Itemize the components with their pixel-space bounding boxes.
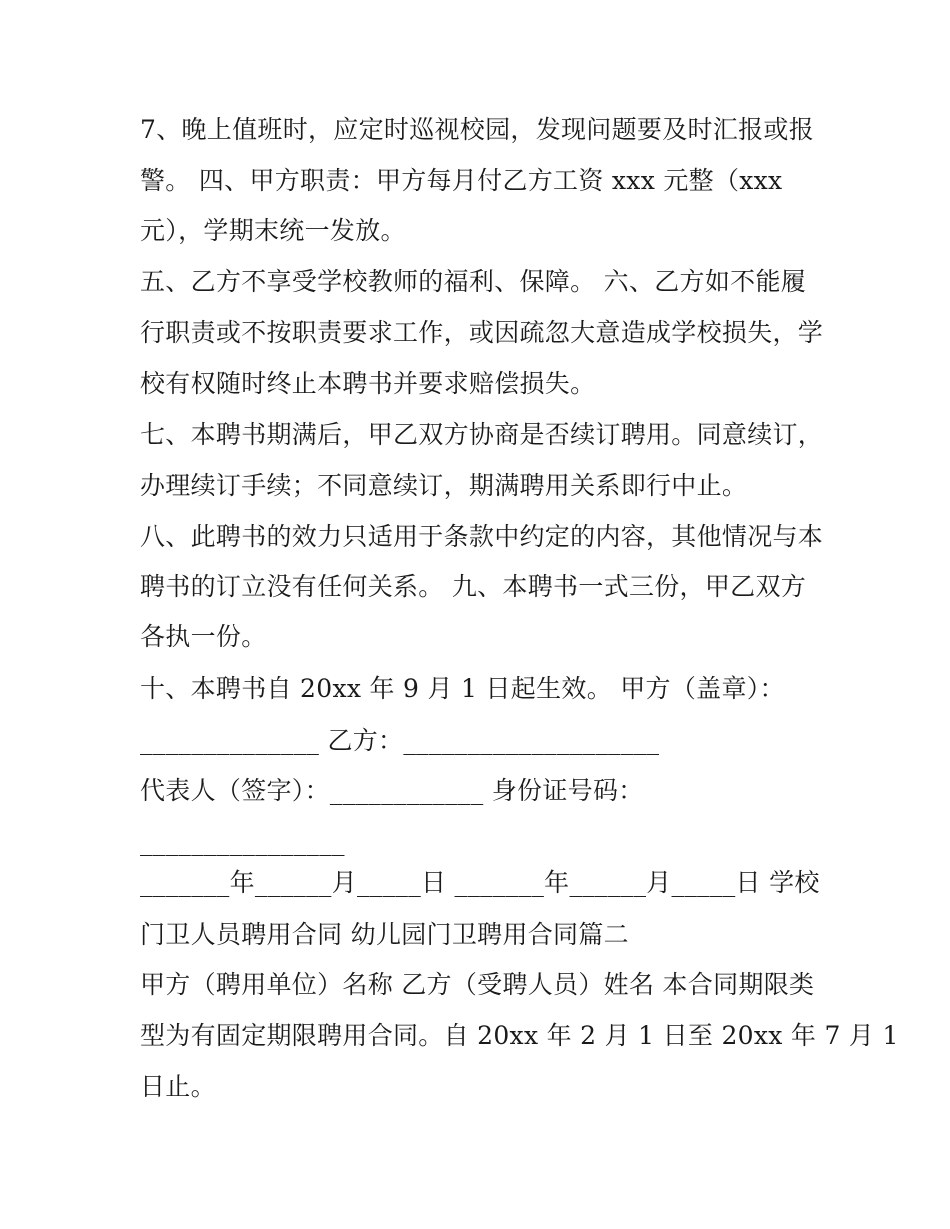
text-line: 型为有固定期限聘用合同。自 20xx 年 2 月 1 日至 20xx 年 7 月 1 xyxy=(140,1021,899,1050)
text-line: 甲方（聘用单位）名称 乙方（受聘人员）姓名 本合同期限类 xyxy=(140,970,815,999)
signature-line: 代表人（签字）：____________ 身份证号码： xyxy=(140,776,644,805)
text-line: 办理续订手续；不同意续订，期满聘用关系即行中止。 xyxy=(140,471,748,500)
text-line: 元），学期末统一发放。 xyxy=(140,216,406,245)
text-line: 日止。 xyxy=(140,1072,216,1101)
text-line: 校有权随时终止本聘书并要求赔偿损失。 xyxy=(140,369,596,398)
text-line: 五、乙方不享受学校教师的福利、保障。 六、乙方如不能履 xyxy=(140,267,807,296)
section-heading: 门卫人员聘用合同 幼儿园门卫聘用合同篇二 xyxy=(140,920,629,949)
signature-line: ______________ 乙方：____________________ xyxy=(140,726,660,755)
text-line: 各执一份。 xyxy=(140,622,267,651)
text-line: 7、晚上值班时，应定时巡视校园，发现问题要及时汇报或报 xyxy=(140,115,815,144)
date-line: _______年______月_____日 _______年______月_____日 学校 xyxy=(140,868,820,897)
text-line: 聘书的订立没有任何关系。 九、本聘书一式三份，甲乙双方 xyxy=(140,572,807,601)
text-line: 十、本聘书自 20xx 年 9 月 1 日起生效。 甲方（盖章）： xyxy=(140,674,785,703)
text-line: 七、本聘书期满后，甲乙双方协商是否续订聘用。同意续订， xyxy=(140,420,824,449)
text-line: 行职责或不按职责要求工作，或因疏忽大意造成学校损失，学 xyxy=(140,318,824,347)
signature-line: ________________ xyxy=(140,827,345,856)
text-line: 警。 四、甲方职责：甲方每月付乙方工资 xxx 元整（xxx xyxy=(140,166,783,195)
text-line: 八、此聘书的效力只适用于条款中约定的内容，其他情况与本 xyxy=(140,522,824,551)
